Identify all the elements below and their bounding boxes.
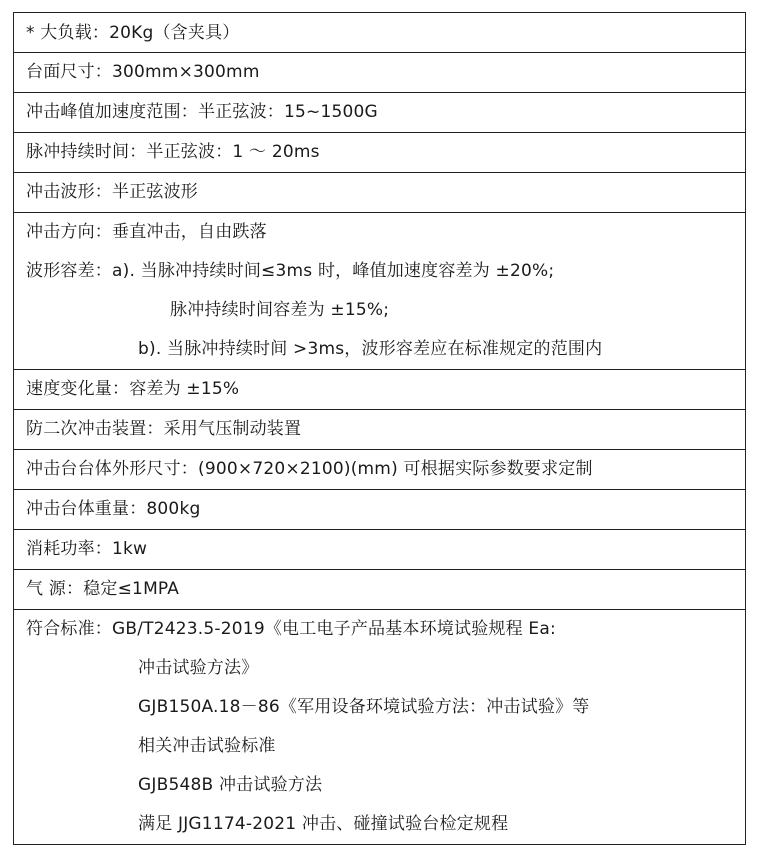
direction-spec: 冲击方向：垂直冲击，自由跌落 [26,222,267,242]
table-row [14,92,745,132]
table-row [14,212,745,369]
table-row [14,132,745,172]
standards-line-3: GJB150A.18－86《军用设备环境试验方法：冲击试验》等 [138,697,590,717]
table-row [14,52,745,92]
tolerance-a2-spec: 脉冲持续时间容差为 ±15%; [170,300,390,320]
table-row [14,449,745,489]
table-row [14,609,745,844]
table-row [14,369,745,409]
table-row [14,569,745,609]
spec-table [13,12,746,845]
anti-rebound-spec: 防二次冲击装置：采用气压制动装置 [26,419,302,439]
air-source-spec: 气 源：稳定≤1MPA [26,579,180,599]
weight-spec: 冲击台体重量：800kg [26,499,201,519]
standards-line-6: 满足 JJG1174-2021 冲击、碰撞试验台检定规程 [138,814,509,834]
load-spec: * 大负载：20Kg（含夹具） [26,23,240,43]
standards-line-4: 相关冲击试验标准 [138,736,276,756]
table-size-spec: 台面尺寸：300mm×300mm [26,62,260,82]
table-row [14,489,745,529]
tolerance-a-spec: 波形容差：a). 当脉冲持续时间≤3ms 时，峰值加速度容差为 ±20%; [26,261,555,281]
table-row [14,529,745,569]
power-spec: 消耗功率：1kw [26,539,148,559]
table-row [14,172,745,212]
waveform-spec: 冲击波形：半正弦波形 [26,182,198,202]
table-row [14,409,745,449]
tolerance-b-spec: b). 当脉冲持续时间 >3ms，波形容差应在标准规定的范围内 [138,339,603,359]
standards-line-2: 冲击试验方法》 [138,658,259,678]
standards-line-5: GJB548B 冲击试验方法 [138,775,323,795]
table-row [14,13,745,52]
peak-accel-spec: 冲击峰值加速度范围：半正弦波：15~1500G [26,102,378,122]
standards-line-1: 符合标准：GB/T2423.5-2019《电工电子产品基本环境试验规程 Ea: [26,619,556,639]
pulse-duration-spec: 脉冲持续时间：半正弦波：1 ～ 20ms [26,142,320,162]
velocity-change-spec: 速度变化量：容差为 ±15% [26,379,240,399]
dimensions-spec: 冲击台台体外形尺寸：(900×720×2100)(mm) 可根据实际参数要求定制 [26,459,593,479]
